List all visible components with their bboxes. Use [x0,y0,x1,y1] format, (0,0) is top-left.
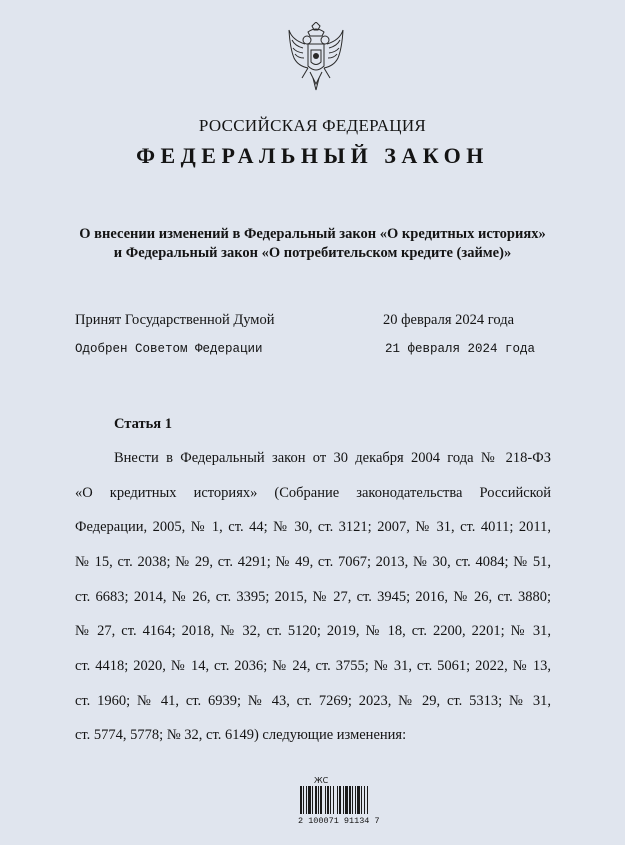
article-title: Статья 1 [114,416,172,432]
adoption-date-council: 21 февраля 2024 года [385,342,536,356]
law-title-line: О внесении изменений в Федеральный закон «О кредитных историях» [79,226,546,242]
barcode-bar [345,786,348,814]
article-line: ст. 1960; № 41, ст. 6939; № 43, ст. 7269; 2023, № 29, ст. 5313; № 31, [75,693,551,709]
article-line: № 27, ст. 4164; 2018, № 32, ст. 5120; 2019, № 18, ст. 2200, 2201; № 31, [75,623,551,639]
article-line: ст. 6683; 2014, № 26, ст. 3395; 2015, № 27, ст. 3945; 2016, № 26, ст. 3880; [75,589,551,605]
barcode-bar [315,786,317,814]
law-title [0,225,625,263]
barcode-bar [330,786,331,814]
barcode-bar [325,786,326,814]
adoption-date-duma: 20 февраля 2024 года [383,312,515,328]
barcode-bar [312,786,313,814]
article-line: ст. 4418; 2020, № 14, ст. 2036; № 24, ст. 3755; № 31, ст. 5061; 2022, № 13, [75,658,551,674]
barcode-bar [320,786,322,814]
barcode-bar [357,786,360,814]
barcode-bar [306,786,307,814]
barcode-bar [318,786,319,814]
barcode-mark: ЖС [314,776,329,785]
barcode-block [298,776,394,828]
barcode-bar [343,786,344,814]
barcode-bar [364,786,365,814]
barcode-bar [327,786,329,814]
barcode-bar [303,786,304,814]
barcode-bar [367,786,368,814]
barcode-bar [349,786,351,814]
barcode-bar [337,786,338,814]
barcode-number: 2 100071 91134 7 [298,816,380,826]
barcode-bar [300,786,302,814]
barcode-icon [298,786,394,814]
article-line: «О кредитных историях» (Собрание законодательства Российской [75,485,551,501]
barcode-bar [361,786,362,814]
country-name: РОССИЙСКАЯ ФЕДЕРАЦИЯ [198,116,427,135]
barcode-bar [333,786,334,814]
barcode-bar [339,786,341,814]
article-line: Федерации, 2005, № 1, ст. 44; № 30, ст. 3121; 2007, № 31, ст. 4011; 2011, [75,519,551,535]
coat-of-arms-icon [286,22,346,98]
law-title-line: и Федеральный закон «О потребительском кредите (займе)» [113,245,512,261]
adoption-label-duma: Принят Государственной Думой [75,312,275,328]
adoption-label-council: Одобрен Советом Федерации [75,342,263,356]
barcode-bar [352,786,353,814]
barcode-bar [355,786,356,814]
article-line: № 15, ст. 2038; № 29, ст. 4291; № 49, ст. 7067; 2013, № 30, ст. 4084; № 51, [75,554,551,570]
document-type: ФЕДЕРАЛЬНЫЙ ЗАКОН [136,143,489,168]
barcode-bar [308,786,311,814]
article-line: ст. 5774, 5778; № 32, ст. 6149) следующие изменения: [75,727,407,743]
article-line: Внести в Федеральный закон от 30 декабря 2004 года № 218-ФЗ [114,450,551,466]
